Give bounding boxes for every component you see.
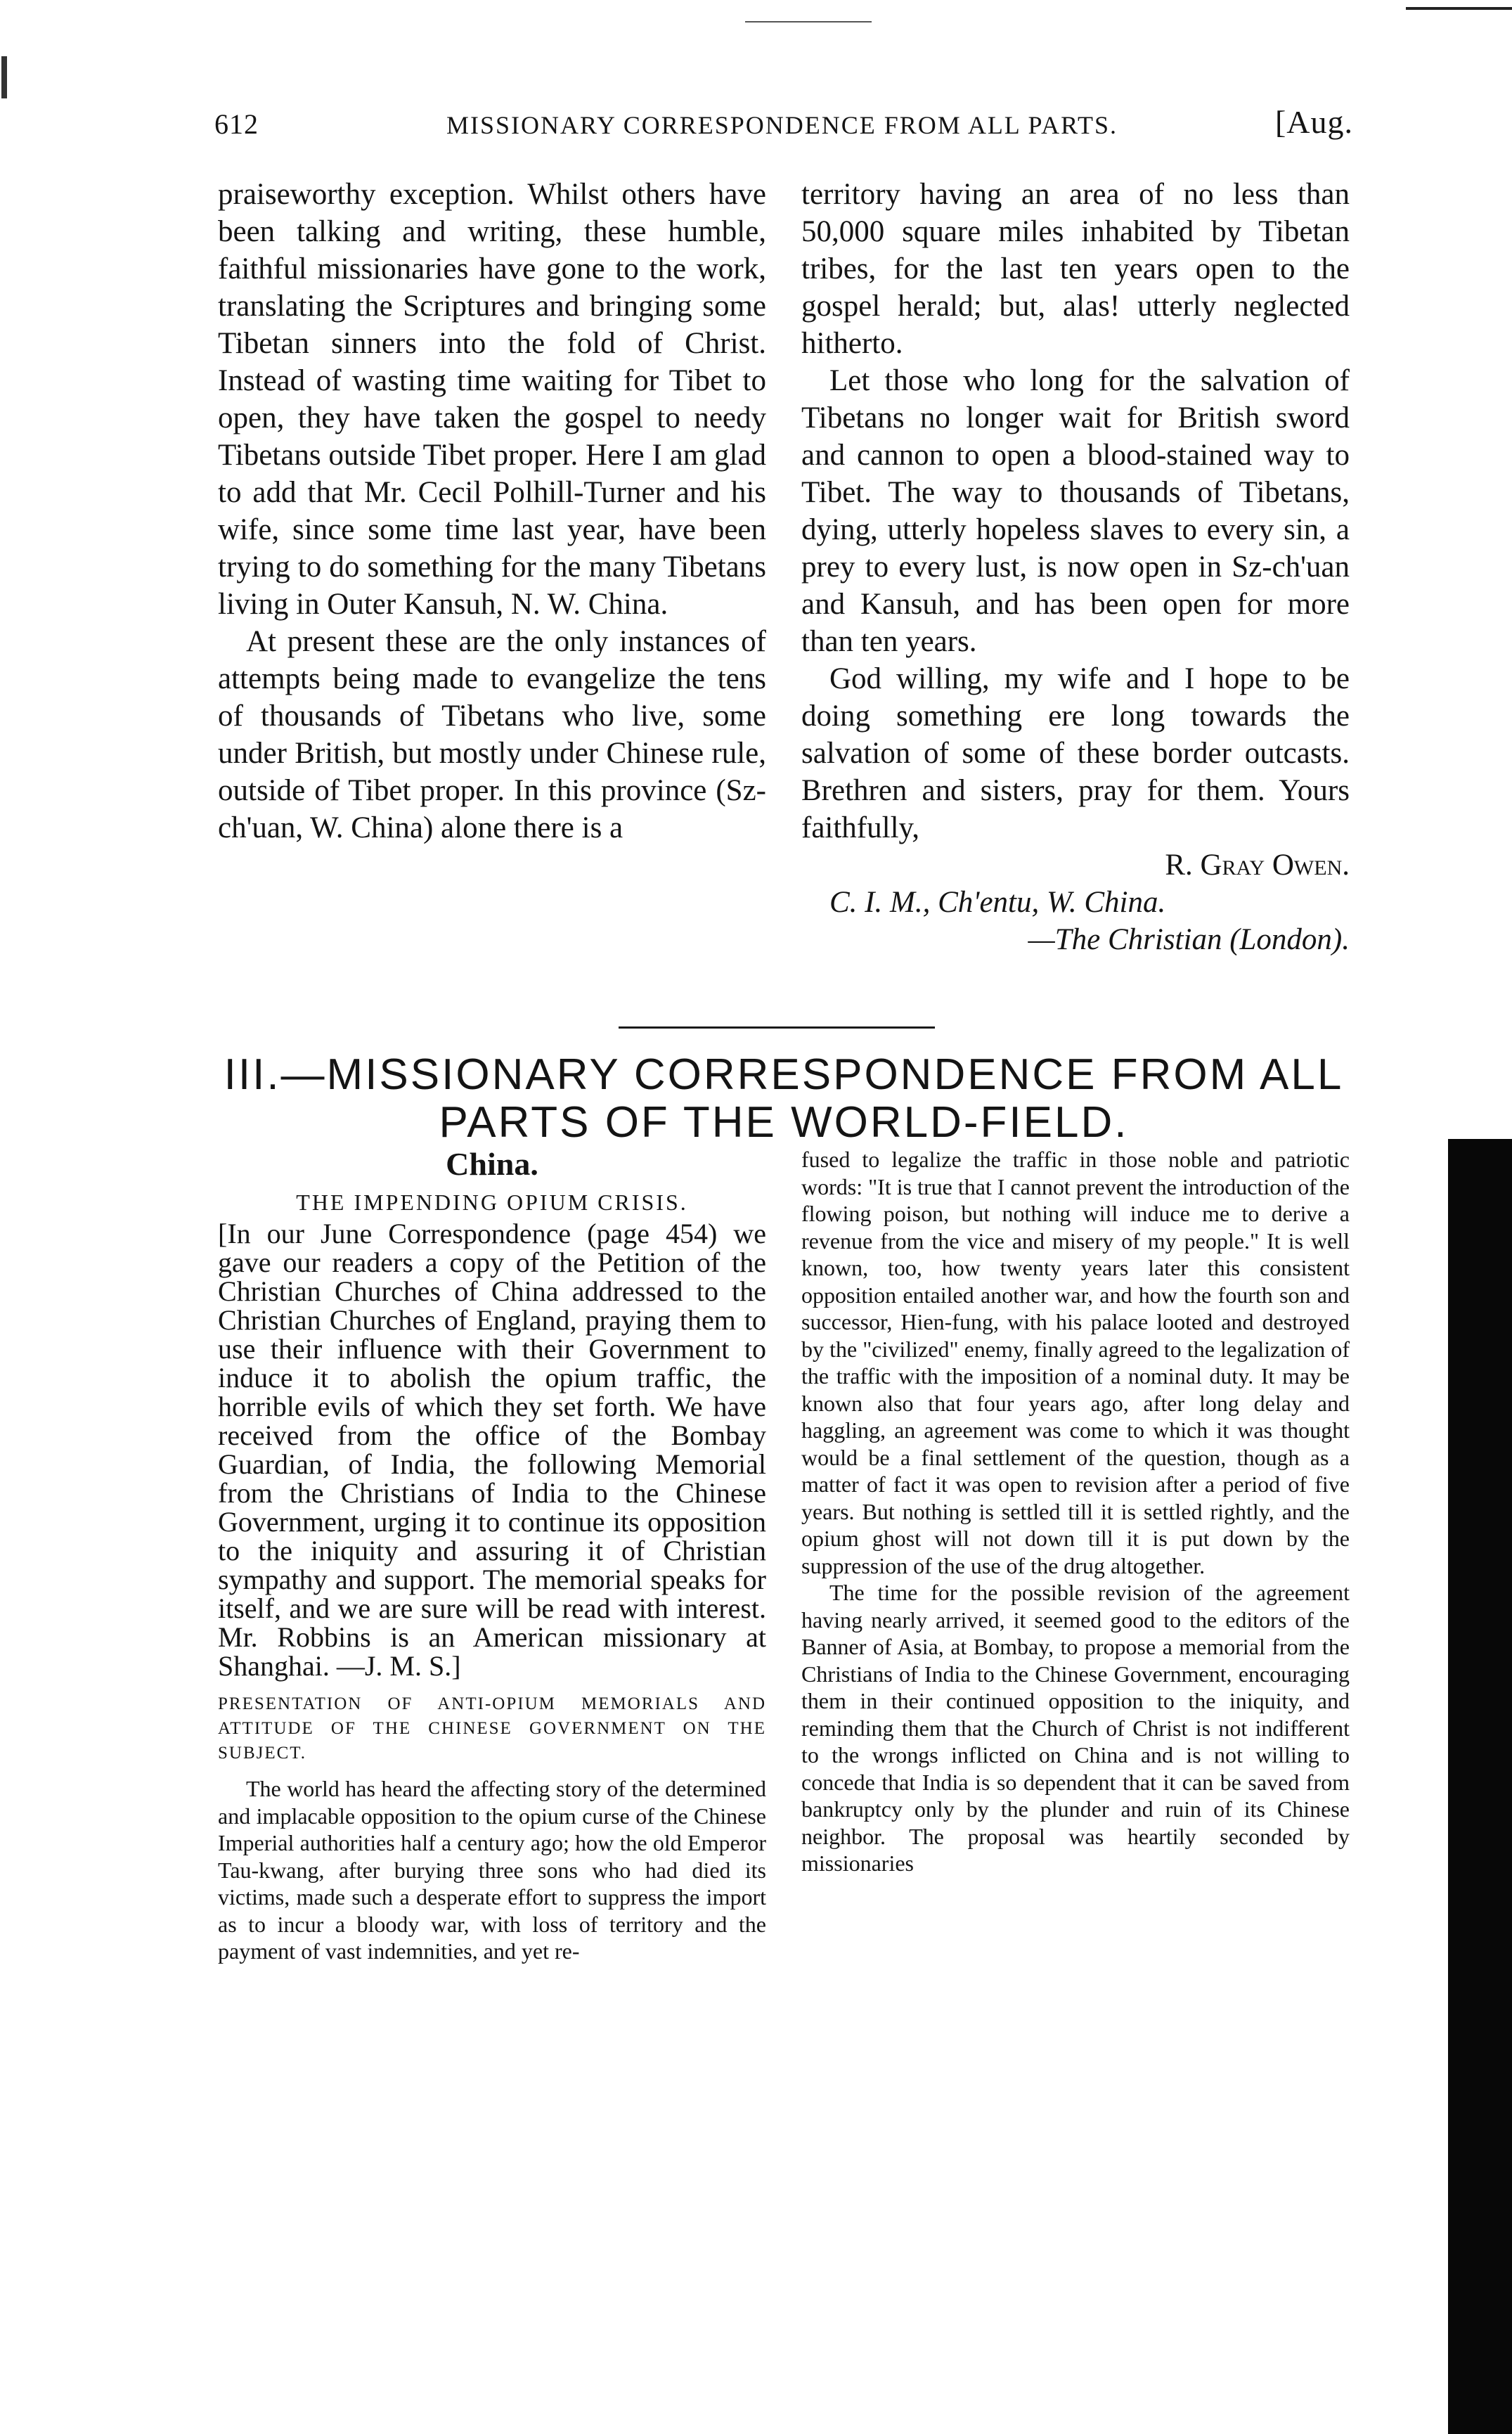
signature-place: C. I. M., Ch'entu, W. China. — [829, 886, 1166, 919]
paragraph: At present these are the only instances of attempts being made to evangelize the tens of thousands of Tibetans who live, some under British, but mostly under Chinese rule, outside of Tibet proper. In this province (Sz-ch'uan, W. China) alone there is a — [218, 625, 766, 844]
column-3 — [218, 1146, 766, 1965]
running-header — [214, 95, 1353, 151]
header-month: [Aug. — [1274, 104, 1353, 140]
paragraph: God willing, my wife and I hope to be doing something ere long towards the salvation of some of these border outcasts. Brethren and sisters, pray for them. Yours faithfully, — [801, 662, 1350, 844]
paragraph: territory having an area of no less than 50,000 square miles inhabited by Tibetan tribes, for the last ten years open to the gospel herald; but, alas! utterly neglected hitherto. — [801, 178, 1350, 360]
column-2 — [801, 176, 1350, 958]
section-title: III.—MISSIONARY CORRESPONDENCE FROM ALL PARTS OF THE WORLD-FIELD. — [224, 1050, 1344, 1147]
paragraph: praiseworthy exception. Whilst others have been talking and writing, these humble, faithful missionaries have gone to the work, translating the Scriptures and bringing some Tibetan sinners into the fold of Christ. Instead of wasting time waiting for Tibet to open, they have taken the gospel to needy Tibetans outside Tibet proper. Here I am glad to add that Mr. Cecil Polhill-Turner and his wife, since some time last year, have been trying to do something for the many Tibetans living in Outer Kansuh, N. W. China. — [218, 178, 766, 621]
signature-source: —The Christian (London). — [1028, 923, 1350, 956]
running-title: MISSIONARY CORRESPONDENCE FROM ALL PARTS. — [446, 111, 1118, 139]
signature-name: R. Gray Owen. — [1165, 849, 1350, 882]
region-heading: China. — [446, 1146, 538, 1182]
article-subhead: PRESENTATION OF ANTI-OPIUM MEMORIALS AND ATTITUDE OF THE CHINESE GOVERNMENT ON THE SUBJECT. — [218, 1694, 766, 1763]
editor-intro: [In our June Correspondence (page 454) we gave our readers a copy of the Petition of the Christian Churches of China addressed to the Christian Churches of England, praying them to use their influence with their Government to induce it to abolish the opium traffic, the horrible evils of which they set forth. We have received from the office of the Bombay Guardian, of India, the following Memorial from the Christians of India to the Chinese Government, urging it to continue its opposition to the iniquity and assuring it of Christian sympathy and support. The memorial speaks for itself, and we are sure will be read with interest. Mr. Robbins is an American missionary at Shanghai. —J. M. S.] — [218, 1218, 766, 1682]
section-divider — [619, 1026, 935, 1029]
paragraph: The world has heard the affecting story of the determined and implacable opposition to the opium curse of the Chinese Imperial authorities half a century ago; how the old Emperor Tau-kwang, after burying three sons who had died its victims, made such a desperate effort to suppress the import as to incur a bloody war, with loss of territory and the payment of vast indemnities, and yet re- — [218, 1776, 766, 1964]
page-number: 612 — [214, 108, 259, 140]
scan-artifact-line — [1406, 7, 1512, 10]
scan-edge-shadow — [1448, 1139, 1512, 2434]
article-title: THE IMPENDING OPIUM CRISIS. — [296, 1190, 688, 1215]
paragraph: Let those who long for the salvation of Tibetans no longer wait for British sword and cannon to open a blood-stained way to Tibet. The way to thousands of Tibetans, dying, utterly hopeless slaves to every sin, a prey to every lust, is now open in Sz-ch'uan and Kansuh, and has been open for more than ten years. — [801, 364, 1350, 658]
paragraph: fused to legalize the traffic in those noble and patriotic words: "It is true that I cannot prevent the introduction of the flowing poison, but nothing will induce me to derive a revenue from the vice and misery of my people." It is well known, too, how twenty years later this consistent opposition entailed another war, and how the fourth son and successor, Hien-fung, with his palace looted and destroyed by the "civilized" enemy, finally agreed to the legalization of the traffic with the imposition of a nominal duty. It may be known also that four years ago, after long delay and haggling, an agreement was come to which it was thought would be a final settlement of the question, though as a matter of fact it was open to revision after a period of five years. But nothing is settled till it is settled rightly, and the opium ghost will not down till it is put down by the suppression of the use of the drug altogether. — [801, 1147, 1350, 1578]
scan-artifact-line — [745, 21, 872, 22]
column-4 — [801, 1146, 1350, 1877]
scan-artifact-mark — [1, 56, 7, 98]
paragraph: The time for the possible revision of the agreement having nearly arrived, it seemed good to the editors of the Banner of Asia, at Bombay, to propose a memorial from the Christians of India to the Chinese Government, encouraging them in their continued opposition to the iniquity, and reminding them that the Church of Christ is not indifferent to the wrongs inflicted on China and is not willing to concede that India is so dependent that it can be saved from bankruptcy only by the plunder and ruin of its Chinese neighbor. The proposal was heartily seconded by missionaries — [801, 1580, 1350, 1876]
column-1 — [218, 176, 766, 846]
